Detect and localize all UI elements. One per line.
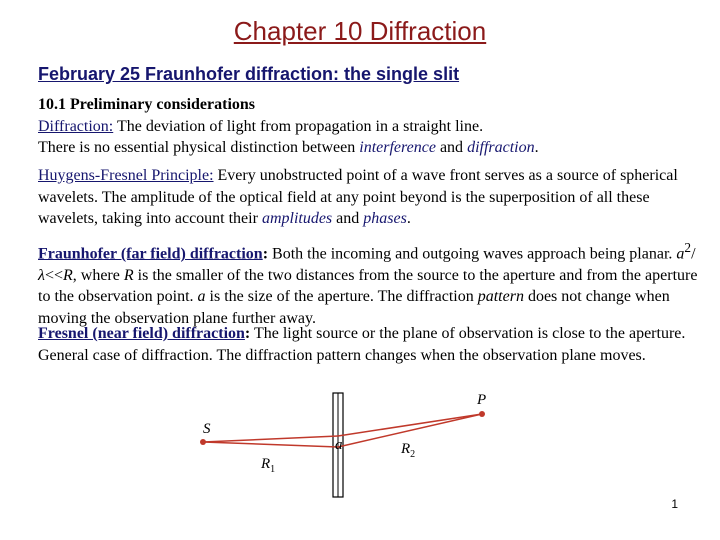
huygens-text: Every unobstructed point of a wave front serves as a source of spherical wavelets. The amplitude of the optical field at any point beyond is the superposition of all these wavelets, taking into account their (38, 167, 678, 227)
ray-slit-to-point-upper (338, 414, 482, 436)
fraunhofer-term: Fraunhofer (far field) diffraction (38, 245, 263, 263)
much-less-than: << (44, 266, 63, 284)
diffraction-term: Diffraction: (38, 117, 114, 135)
section-heading: 10.1 Preliminary considerations (38, 96, 256, 113)
amplitudes-word: amplitudes (261, 210, 333, 227)
label-S: S (203, 421, 211, 437)
label-a: a (335, 437, 343, 453)
observation-point (479, 411, 485, 417)
diffraction-text-1: The deviation of light from propagation in a straight line. (113, 117, 484, 135)
source-point (200, 439, 206, 445)
diffraction-word: diffraction (467, 139, 535, 156)
diffraction-end: . (534, 139, 539, 156)
page-number: 1 (671, 497, 678, 511)
huygens-term: Huygens-Fresnel Principle: (38, 167, 214, 184)
label-R2-letter: R (401, 441, 411, 457)
symbol-a-2: a (197, 288, 206, 306)
fresnel-text: The light source or the plane of observation is close to the aperture. General case of diffraction. The diffraction pattern changes when the observation plane moves. (38, 325, 686, 364)
symbol-R: R (62, 266, 73, 284)
and-word: and (435, 139, 468, 156)
label-R1-subscript: 1 (270, 464, 276, 475)
pattern-word: pattern (477, 288, 524, 306)
page-title: Chapter 10 Diffraction (233, 16, 487, 46)
interference-word: interference (359, 139, 436, 156)
label-R2-subscript: 2 (410, 449, 416, 460)
fraunhofer-text-1: Both the incoming and outgoing waves approach being planar. (268, 245, 677, 263)
ray-source-to-slit-upper (203, 436, 338, 442)
label-R1-letter: R (261, 456, 271, 472)
label-R1 (261, 456, 275, 475)
fraunhofer-text-3: is the smaller of the two distances from the source to the aperture and from the aperture to the observation point. (38, 266, 698, 306)
huygens-end: . (406, 210, 411, 227)
lecture-subtitle: February 25 Fraunhofer diffraction: the single slit (38, 64, 460, 84)
symbol-lambda: λ (38, 266, 45, 284)
phases-word: phases (363, 210, 407, 227)
fresnel-colon: : (244, 325, 251, 342)
symbol-a: a (676, 245, 685, 263)
huygens-and: and (332, 210, 364, 227)
label-P: P (477, 392, 487, 408)
slash: / (691, 245, 696, 263)
exponent-2: 2 (684, 240, 692, 255)
fraunhofer-colon: : (262, 245, 269, 263)
diffraction-text-2: There is no essential physical distinction between (38, 139, 360, 156)
fraunhofer-text-2: , where (72, 266, 124, 284)
fraunhofer-text-5: does not change when moving the observation plane further away. (38, 288, 670, 327)
ray-source-to-slit-lower (203, 442, 338, 447)
symbol-R-2: R (123, 266, 134, 284)
fraunhofer-text-4: is the size of the aperture. The diffraction (205, 288, 478, 306)
label-R2 (401, 441, 415, 460)
fresnel-term: Fresnel (near field) diffraction (38, 325, 245, 342)
